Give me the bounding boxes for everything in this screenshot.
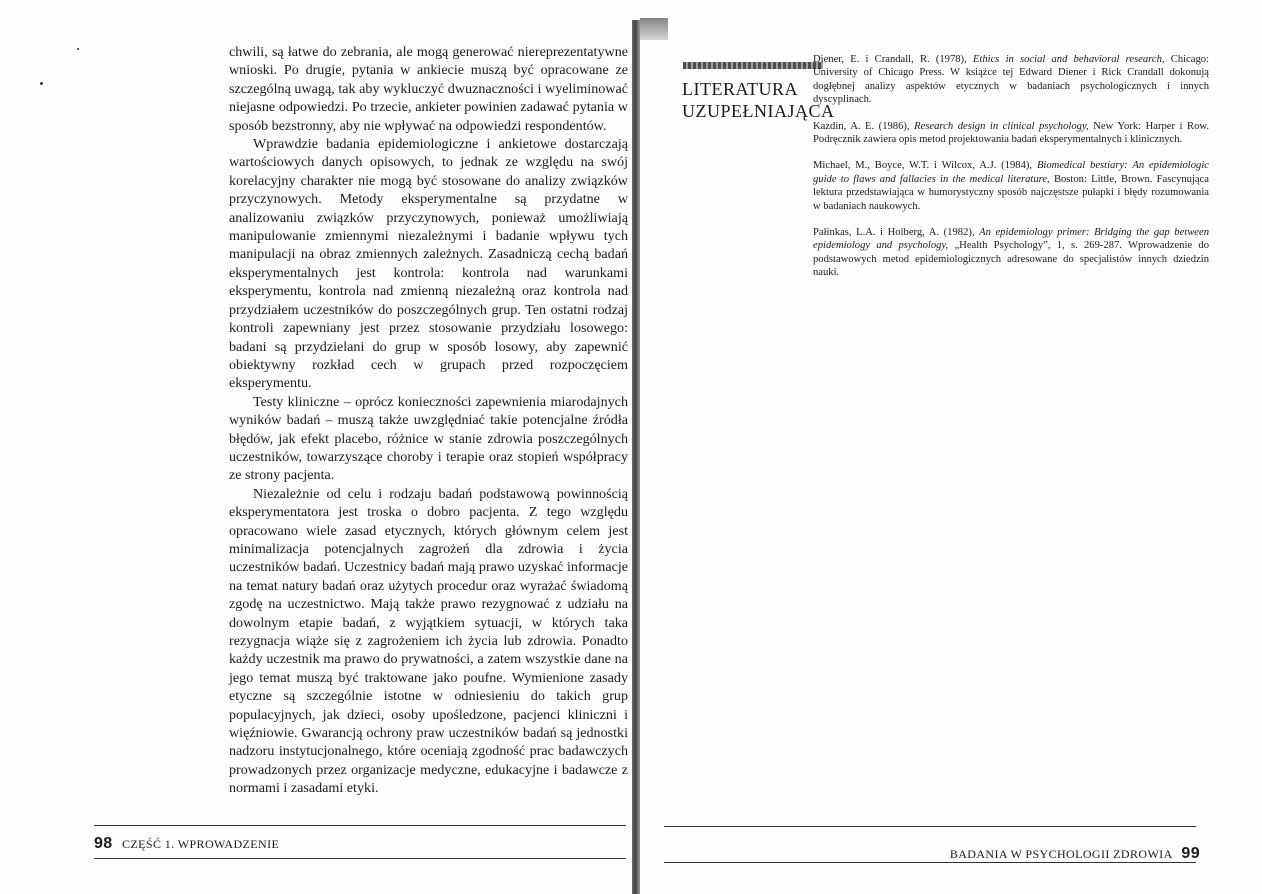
left-body-text — [229, 43, 628, 798]
ref-authors: Kazdin, A. E. (1986), — [813, 120, 910, 132]
heading-line: UZUPEŁNIAJĄCA — [682, 101, 835, 121]
ref-authors: Diener, E. i Crandall, R. (1978), — [813, 54, 967, 65]
book-gutter — [632, 20, 640, 894]
ref-title: Research design in clinical psychology, — [914, 120, 1089, 132]
footer-rule-bottom — [94, 858, 626, 859]
scan-speck — [40, 82, 43, 85]
running-head: CZĘŚĆ 1. WPROWADZENIE — [122, 837, 280, 851]
reference-list — [813, 53, 1209, 293]
reference-item — [813, 159, 1209, 213]
paragraph: Niezależnie od celu i rodzaju badań podstawową powinnością eksperymentatora jest troska o dobro pacjenta. Z tego względu opracowano wiele zasad etycznych, których głównym celem jest minimalizacja potencjalnych zagrożeń dla zdrowia i życia uczestników badań. Uczestnicy badań mają prawo uzyskać informacje na temat natury badań oraz użytych procedur oraz wyrażać świadomą zgodę na uczestnictwo. Mają także prawo rezygnować z udziału na dowolnym etapie badań, z wyjątkiem sytuacji, w których taka rezygnacja wiąże się z zagrożeniem ich życia lub zdrowia. Ponadto każdy uczestnik ma prawo do prywatności, a zatem wszystkie dane na jego temat muszą być traktowane jako poufne. Wymienione zasady etyczne są szczególnie istotne w odniesieniu do takich grup populacyjnych, jak dzieci, osoby upośledzone, pacjenci kliniczni i więźniowie. Gwarancją ochrony praw uczestników badań są jednostki nadzoru instytucjonalnego, które oceniają zgodność prac badawczych prowadzonych przez organizacje medyczne, edukacyjne i badawcze z normami i zasadami etyki. — [229, 485, 628, 797]
ref-title: Ethics in social and behavioral research, — [972, 54, 1165, 65]
heading-line: LITERATURA — [682, 79, 798, 99]
ref-authors: Pałinkas, L.A. i Hoiberg, A. (1982), — [813, 227, 975, 239]
footer-rule-top — [94, 825, 626, 826]
heading-decoration — [683, 62, 823, 69]
footer-rule-bottom — [664, 862, 1196, 863]
gutter-shadow — [640, 18, 668, 40]
ref-details: „Health Psychology”, 1, s. 269-287. Wprowadzenie do podstawowych metod epidemiologicznych adresowane do specjalistów innych dziedzin nauki. — [813, 240, 1209, 279]
reference-item — [813, 226, 1209, 280]
scan-speck — [77, 48, 79, 50]
ref-details: Boston: Little, Brown. Fascynująca lektura przedstawiająca w humorystyczny sposób najczęstsze pułapki i błędy rozumowania w badaniach naukowych. — [813, 173, 1210, 212]
footer-rule-top — [664, 826, 1196, 827]
paragraph: Testy kliniczne – oprócz konieczności zapewnienia miarodajnych wyników badań – muszą także uwzględniać takie potencjalne źródła błędów, jak efekt placebo, różnice w stanie zdrowia poszczególnych uczestników, towarzyszące choroby i terapie oraz stopień współpracy ze strony pacjenta. — [229, 393, 628, 484]
ref-authors: Michael, M., Boyce, W.T. i Wilcox, A.J. (1984), — [813, 160, 1033, 172]
ref-title: Biomedical bestiary: An epidemiologic guide to flaws and fallacies in the medical literature, — [813, 160, 1209, 185]
paragraph: Wprawdzie badania epidemiologiczne i ankietowe dostarczają wartościowych danych opisowych, to jednak ze względu na swój korelacyjny charakter nie mogą być stosowane do analizy związków przyczynowych. Metody eksperymentalne są przydatne w analizowaniu związków przyczynowych, ponieważ umożliwiają manipulowanie zmiennymi niezależnymi i badanie wpływu tych manipulacji na obraz zmiennych zależnych. Zasadniczą cechą badań eksperymentalnych jest kontrola: kontrola nad warunkami eksperymentu, kontrola nad zmienną niezależną oraz kontrola nad przydziałem uczestników do poszczególnych grup. Ten ostatni rodzaj kontroli zapewniany jest przez stosowanie przydziału losowego: badani są przydzielani do grup w sposób losowy, aby zapewnić obiektywny rozkład cech w grupach przed rozpoczęciem eksperymentu. — [229, 136, 628, 392]
ref-details: Chicago: University of Chicago Press. W książce tej Edward Diener i Rick Crandall dokonują dogłębnej analizy aspektów etycznych w badaniach psychologicznych i innych dyscyplinach. — [813, 54, 1209, 106]
ref-details: New York: Harper i Row. Podręcznik zawiera opis metod projektowania badań eksperymentalnych i klinicznych. — [813, 120, 1210, 146]
reference-item — [813, 53, 1209, 107]
page-number: 99 — [1181, 845, 1200, 862]
left-footer — [94, 835, 279, 853]
reference-item — [813, 120, 1209, 147]
page-number: 98 — [94, 835, 113, 852]
paragraph: chwili, są łatwe do zebrania, ale mogą generować niereprezentatywne wnioski. Po drugie, pytania w ankiecie muszą być opracowane ze szczególną uwagą, tak aby wykluczyć dwuznaczności i wyeliminować niejasne odpowiedzi. Po trzecie, ankieter powinien zadawać pytania w sposób bezstronny, aby nie wpływać na odpowiedzi respondentów. — [229, 44, 628, 134]
right-footer — [950, 845, 1200, 863]
ref-title: An epidemiology primer: Bridging the gap between epidemiology and psychology, — [813, 227, 1209, 252]
running-head: BADANIA W PSYCHOLOGII ZDROWIA — [949, 847, 1172, 861]
section-heading — [682, 78, 835, 122]
